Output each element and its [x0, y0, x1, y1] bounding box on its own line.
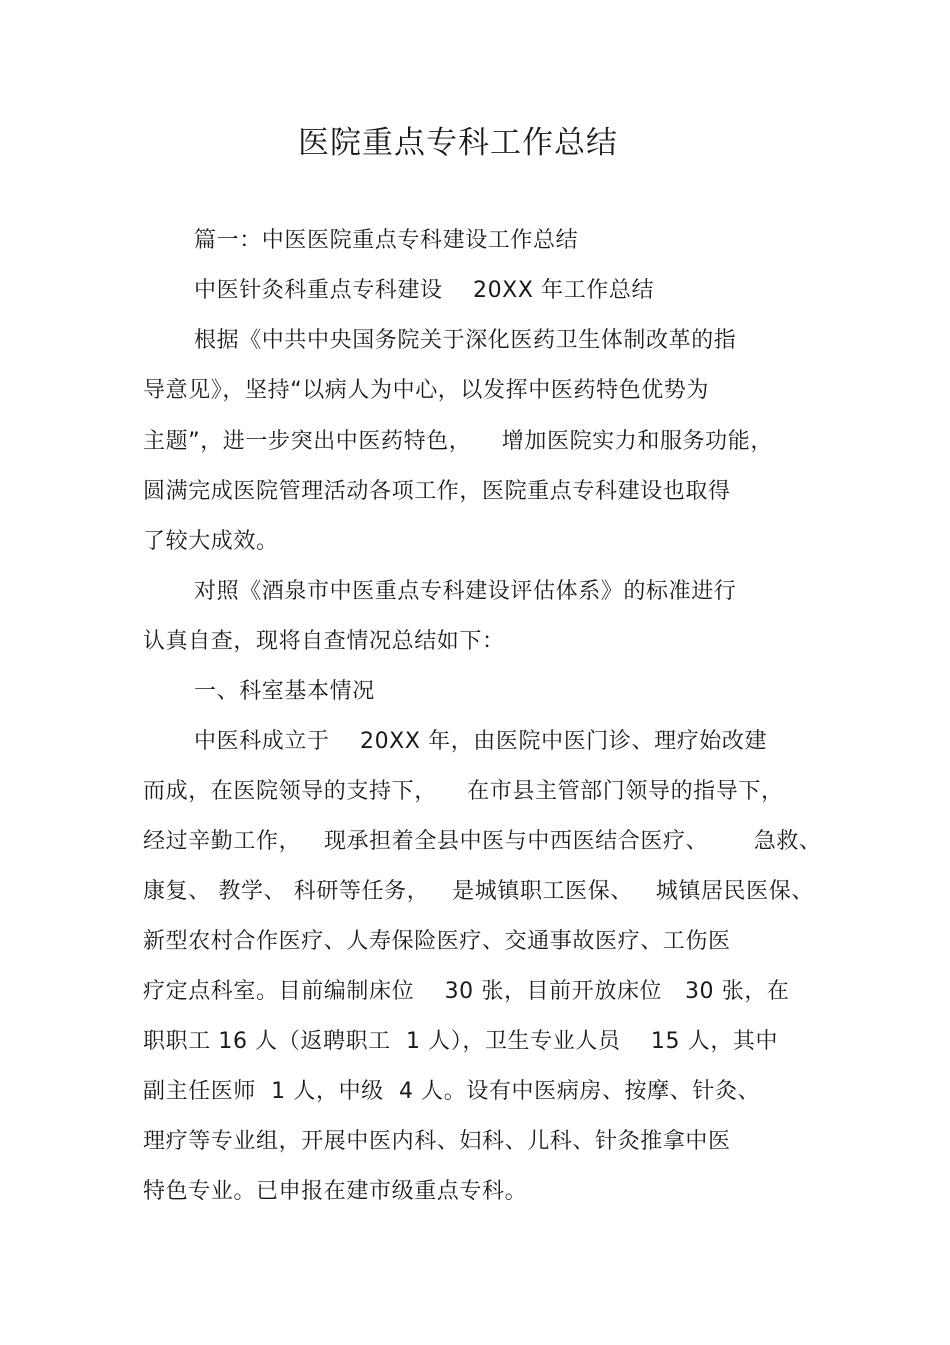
paragraph-line: 认真自查，现将自查情况总结如下：: [143, 629, 505, 654]
section-heading-part-one: 篇一：中医医院重点专科建设工作总结: [194, 228, 579, 253]
paragraph-line: 圆满完成医院管理活动各项工作，医院重点专科建设也取得: [143, 479, 731, 504]
paragraph-line: 对照《酒泉市中医重点专科建设评估体系》的标准进行: [194, 579, 737, 604]
paragraph-line: 经过辛勤工作， 现承担着全县中医与中西医结合医疗、 急救、: [143, 829, 822, 854]
document-title: 医院重点专科工作总结: [298, 125, 618, 161]
paragraph-line: 特色专业。已申报在建市级重点专科。: [143, 1179, 528, 1204]
paragraph-line: 康复、 教学、 科研等任务， 是城镇职工医保、 城镇居民医保、: [143, 879, 814, 904]
paragraph-line: 新型农村合作医疗、人寿保险医疗、交通事故医疗、工伤医: [143, 929, 731, 954]
paragraph-line: 疗定点科室。目前编制床位 30 张，目前开放床位 30 张，在: [143, 979, 790, 1004]
paragraph-line: 根据《中共中央国务院关于深化医药卫生体制改革的指: [194, 328, 737, 353]
paragraph-line: 副主任医师 1 人，中级 4 人。设有中医病房、按摩、针灸、: [143, 1079, 761, 1104]
paragraph-line: 而成，在医院领导的支持下， 在市县主管部门领导的指导下，: [143, 779, 784, 804]
paragraph-line: 主题”，进一步突出中医药特色， 增加医院实力和服务功能，: [143, 429, 773, 454]
subtitle-line: 中医针灸科重点专科建设 20XX 年工作总结: [194, 278, 655, 303]
paragraph-line: 理疗等专业组，开展中医内科、妇科、儿科、针灸推拿中医: [143, 1129, 731, 1154]
paragraph-line: 职职工 16 人（返聘职工 1 人），卫生专业人员 15 人，其中: [143, 1029, 779, 1054]
section-heading: 一、科室基本情况: [194, 679, 375, 704]
paragraph-line: 了较大成效。: [143, 529, 279, 554]
paragraph-line: 中医科成立于 20XX 年，由医院中医门诊、理疗始改建: [194, 729, 768, 754]
paragraph-line: 导意见》，坚持“以病人为中心，以发挥中医药特色优势为: [143, 378, 709, 403]
